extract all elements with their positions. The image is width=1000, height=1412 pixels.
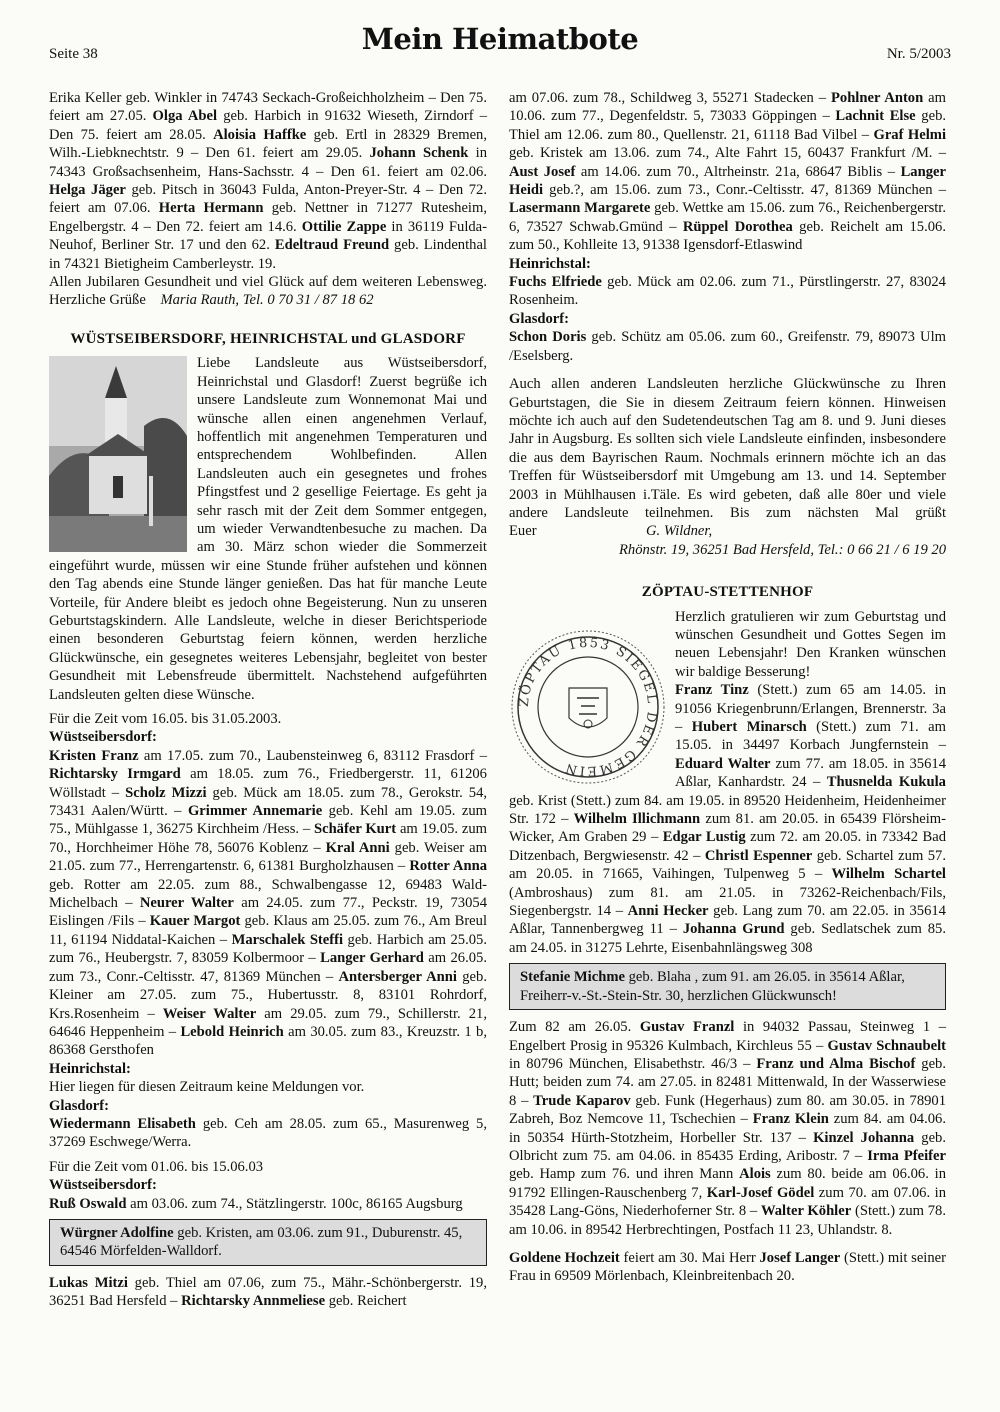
subheading-glasdorf-right: Glasdorf: [509,310,569,327]
left-column [49,89,487,1311]
letter-text: Liebe Landsleute aus Wüstseibersdorf, Heinrichstal und Glasdorf! Zuerst begrüße ich unsere Landsleute zum Wonnemonat Mai und wünsche allen einen angenehmen Verlauf, hoffentlich mit angenehmen Temperaturen und entsprechendem Wohlbefinden. Allen Landsleuten auch ein gesegnetes und frohes Pfingstfest und 2 gesellige Feiertage. Es geht ja sehr rasch mit der Zeit dem Sommer entgegen, um wieder Verwandtenbesuche zu machen. Da am 30. März schon wieder die Sommerzeit eingeführt wurde, müssen wir eine Stunde früher aufstehen und können den Tag abends eine Stunde länger genießen. Das hat für manche Leute Vorteile, für Andere bleibt es jedoch ohne Begeisterung. Nun zu unseren Geburtstagskindern. Alle Landsleute, welche in dieser Berichtsperiode einen besonderen Geburtstag feiern können, werden herzliche Glückwünsche, ein gesegnetes weiteres Lebensjahr, begleitet von bester Gesundheit mit Lebensfreude übermittelt. Nachstehend aufgeführten Landsleuten gelten diese Wünsche. [49,355,487,703]
masthead-title: Mein Heimatbote [361,22,639,56]
church-photo [49,356,187,552]
birthday-intro: Erika Keller geb. Winkler in 74743 Seckach-Großeichholzheim – Den 75. feiert am 27.05. Olga Abel geb. Harbich in 91632 Wieseth, Zirndorf – Den 75. feiert am 28.05. Aloisia Haffke geb. Ertl in 28329 Bremen, Wilh.-Liebknechtstr. 9 – Den 61. feiert am 29.05. Johann Schenk in 74343 Großsachsenheim, Hans-Sachsstr. 4 – Den 61. feiert am 02.06. Helga Jäger geb. Pitsch in 36043 Fulda, Anton-Preyer-Str. 4 – Den 72. feiert am 07.06. Herta Hermann geb. Nettner in 71277 Rutesheim, Engelbergstr. 4 – Den 72. feiert am 14.6. Ottilie Zappe in 36119 Fulda-Neuhof, Berliner Str. 17 und den 62. Edeltraud Freund geb. Lindenthal in 74321 Bietigheim Camberleystr. 19. [49,90,488,272]
golden-wedding: Goldene Hochzeit feiert am 30. Mai Herr Josef Langer (Stett.) mit seiner Frau in 69509 Mörlenbach, Kleinbreitenbach 20. [509,1249,946,1285]
closing-text: Auch allen anderen Landsleuten herzliche Glückwünsche zu Ihren Geburtstagen, die Sie in diesem Zeitraum feiern können. Hinweisen möchte ich auch auf den Sudetendeutschen Tag am 8. und 9. Juni dieses Jahr in Augsburg. Es sollten sich viele Landsleute einfinden, insbesondere die aus dem Bayrischen Raum. Nochmals erinnern möchte ich an das Treffen für Wüstseibersdorf mit Umgebung am 13. und 14. September 2003 in Mühlhausen i.Täle. Es wird gebeten, daß alle 80er und viele andere Landsleute teilnehmen. Bis zum nächsten Mal grüßt Euer G. Wildner, [509,376,946,540]
glasdorf-entry-right: Schon Doris geb. Schütz am 05.06. zum 60., Greifenstr. 79, 89073 Ulm /Eselsberg. [509,329,946,364]
period-heading: Für die Zeit vom 16.05. bis 31.05.2003. [49,711,282,727]
highlight-box-left: Würgner Adolfine geb. Kristen, am 03.06. zum 91., Duburenstr. 45, 64546 Mörfelden-Walldorf. [49,1219,487,1266]
page-number: Seite 38 [49,46,98,62]
subheading-wuestseibersdorf-2: Wüstseibersdorf: [49,1177,157,1194]
heinrichstal-entry: Fuchs Elfriede geb. Mück am 02.06. zum 71., Pürstlingerstr. 27, 83024 Rosenheim. [509,274,946,309]
birthday-list-end: Lukas Mitzi geb. Thiel am 07.06, zum 75., Mähr.-Schönbergerstr. 19, 36251 Bad Hersfeld – Richtarsky Annmeliese geb. Reichert [49,1274,487,1310]
municipal-seal [509,628,667,786]
section-title-zoeptau: ZÖPTAU-STETTENHOF [641,584,814,601]
highlight-box-right: Stefanie Michme geb. Blaha , zum 91. am 26.05. in 35614 Aßlar, Freiherr-v.-St.-Stein-Str. 30, herzlichen Glückwunsch! [509,963,946,1010]
issue-number: Nr. 5/2003 [886,46,951,62]
birthday-list-zoeptau: Franz Tinz (Stett.) zum 65 am 14.05. in 91056 Kriegenbrunn/Erlangen, Brennerstr. 3a – Hubert Minarsch (Stett.) zum 71. am 15.05. in 34497 Korbach Jungfernstein – Eduard Walter zum 77. am 18.05. in 35614 Aßlar, Kanhardstr. 24 – Thusnelda Kukula geb. Krist (Stett.) zum 84. am 19.05. in 89520 Heidenheim, Heidenheimer Str. 172 – Wilhelm Illichmann zum 81. am 20.05. in 65439 Flörsheim-Wicker, Am Graben 29 – Edgar Lustig zum 72. am 20.05. in 73342 Bad Ditzenbach, Bergwiesenstr. 42 – Christl Espenner geb. Schartel zum 57. am 20.05. in 71665, Vaihingen, Tulpenweg 5 – Wilhelm Schartel (Ambroshaus) zum 81. am 21.05. in 73262-Reichenbach/Fils, Siegenbergstr. 14 – Anni Hecker geb. Lang zum 70. am 22.05. in 35614 Aßlar, Tannenbergweg 11 – Johanna Grund geb. Sedlatschek zum 85. am 24.05. in 31275 Lehrte, Eisenbahnlängsweg 308 [509,682,947,956]
subheading-heinrichstal-right: Heinrichstal: [509,255,591,272]
birthday-list-more: Zum 82 am 26.05. Gustav Franzl in 94032 Passau, Steinweg 1 – Engelbert Prosig in 95326 Kulmbach, Kirchleus 55 – Gustav Schnaubelt in 80796 München, Elisabethstr. 46/3 – Franz und Alma Bischof geb. Hutt; beiden zum 74. am 27.05. in 82481 Mittenwald, In der Wasserwiese 8 – Trude Kaparov geb. Funk (Hegerhaus) zum 80. am 30.05. in 78901 Zabreh, Boz Nemcove 11, Tschechien – Franz Klein zum 84. am 04.06. in 50354 Hürth-Stotzheim, Horbeller Str. 137 – Kinzel Johanna geb. Olbricht zum 75. am 04.06. in 85435 Erding, Aribostr. 7 – Irma Pfeifer geb. Hamp zum 76. und ihren Mann Alois zum 80. beide am 06.06. in 91792 Ellingen-Rauschenberg 7, Karl-Josef Gödel zum 70. am 07.06. in 35428 Lang-Göns, Niederhoferner Str. 8 – Walter Köhler (Stett.) zum 78. am 10.06. in 89542 Herbrechtingen, Postfach 11 23, Uhlandstr. 8. [509,1019,947,1238]
glasdorf-entry: Wiedermann Elisabeth geb. Ceh am 28.05. zum 65., Masurenweg 5, 37269 Eschwege/Werra. [49,1115,487,1151]
subheading-heinrichstal: Heinrichstal: [49,1060,131,1077]
birthday-list-continued: am 07.06. zum 78., Schildweg 3, 55271 Stadecken – Pohlner Anton am 10.06. zum 77., Degenfeldstr. 5, 73033 Göppingen – Lachnit Else geb. Thiel am 12.06. zum 80., Quellenstr. 21, 61118 Bad Vilbel – Graf Helmi geb. Kristek am 13.06. zum 74., Alte Fahrt 15, 60437 Frankfurt /M. – Aust Josef am 14.06. zum 70., Altrheinstr. 21a, 68647 Biblis – Langer Heidi geb.?, am 15.06. zum 73., Conr.-Celtisstr. 47, 81369 München – Lasermann Margarete geb. Wettke am 15.06. zum 76., Reichenbergerstr. 6, 73527 Schwab.Gmünd – Rüppel Dorothea geb. Reichelt am 15.06. zum 50., Kohlleite 13, 91338 Igensdorf-Etlaswind [509,90,947,254]
period-heading-2: Für die Zeit vom 01.06. bis 15.06.03 [49,1158,264,1175]
seal-text: ZÖPTAU 1853 SIEGEL DER GEMEIN [516,635,660,778]
subheading-glasdorf: Glasdorf: [49,1097,109,1114]
right-column [509,89,946,1286]
birthday-list-wuestseibersdorf: Kristen Franz am 17.05. zum 70., Laubensteinweg 6, 83112 Frasdorf – Richtarsky Irmgard am 18.05. zum 76., Friedbergerstr. 11, 61206 Wöllstadt – Scholz Mizzi geb. Mück am 18.05. zum 78., Gerokstr. 54, 73431 Aalen/Württ. – Grimmer Annemarie geb. Kehl am 19.05. zum 75., Mühlgasse 1, 36275 Kirchheim /Hess. – Schäfer Kurt am 19.05. zum 70., Horchheimer Höhe 78, 56076 Koblenz – Kral Anni geb. Weiser am 21.05. zum 77., Herrengartenstr. 6, 61381 Burgholzhausen – Rotter Anna geb. Rotter am 22.05. zum 88., Schwalbengasse 12, 69483 Wald-Michelbach – Neurer Walter am 24.05. zum 77., Peckstr. 19, 73054 Eislingen /Fils – Kauer Margot geb. Klaus am 25.05. zum 76., Am Breul 11, 61194 Niddatal-Kaichen – Marschalek Steffi geb. Harbich am 25.05. zum 76., Heubergstr. 7, 83059 Kolbermoor – Langer Gerhard am 26.05. zum 73., Conr.-Celtisstr. 47, 81369 München – Antersberger Anni geb. Kleiner am 27.05. zum 75., Hubertusstr. 8, 83101 Rohrdorf, Krs.Rosenheim – Weiser Walter am 29.05. zum 79., Schillerstr. 21, 64646 Heppenheim – Lebold Heinrich am 30.05. zum 83., Kreuzstr. 1 b, 86368 Gersthofen [49,747,488,1059]
section-title-wuestseibersdorf: WÜSTSEIBERSDORF, HEINRICHSTAL und GLASDORF [70,330,466,347]
greeting: Allen Jubilaren Gesundheit und viel Glück auf dem weiteren Lebensweg. Herzliche Grüße Maria Rauth, Tel. 0 70 31 / 87 18 62 [49,274,487,309]
closing-address: Rhönstr. 19, 36251 Bad Hersfeld, Tel.: 0 66 21 / 6 19 20 [618,541,946,558]
wuestseibersdorf-entry-2: Ruß Oswald am 03.06. zum 74., Stätzlingerstr. 100c, 86165 Augsburg [49,1195,463,1212]
heinrichstal-note: Hier liegen für diesen Zeitraum keine Meldungen vor. [49,1079,365,1096]
subheading-wuestseibersdorf: Wüstseibersdorf: [49,729,157,746]
zoeptau-intro: Herzlich gratulieren wir zum Geburtstag und wünschen Gesundheit und Gottes Segen im neuen Lebensjahr! Den Kranken wünschen wir baldige Besserung! [675,608,946,680]
